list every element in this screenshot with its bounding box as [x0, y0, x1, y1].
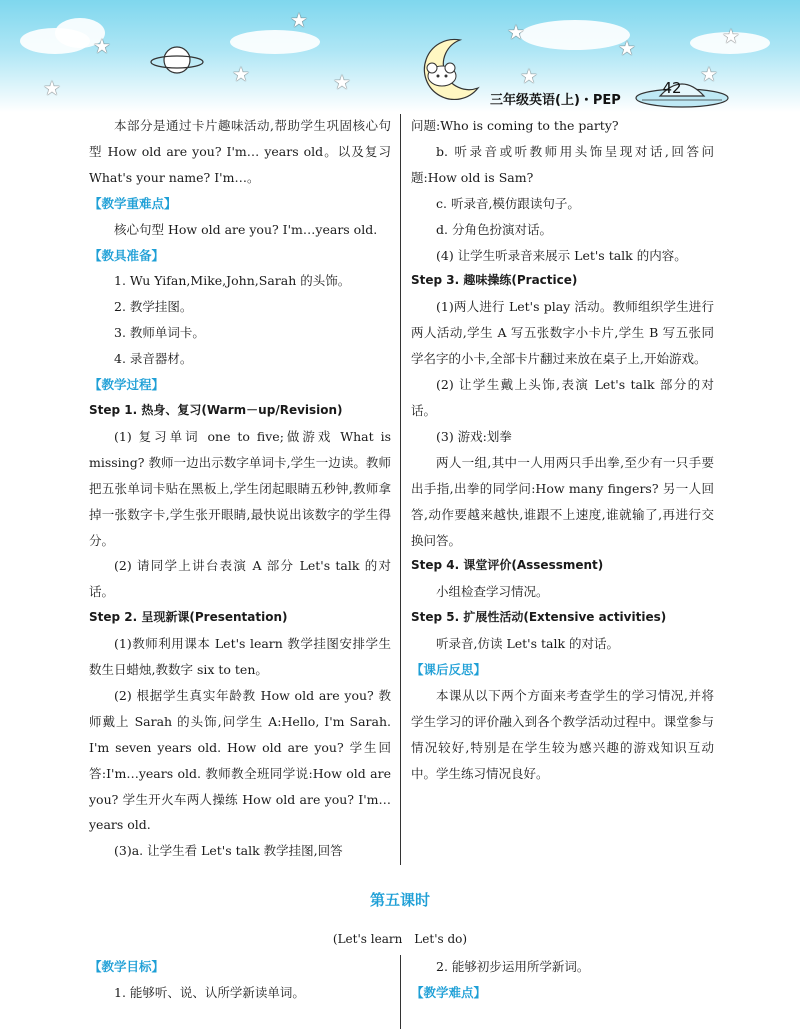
star-icon: ★ — [520, 64, 538, 88]
moon-mouse-icon — [408, 36, 486, 100]
paragraph: (4) 让学生听录音来展示 Let's talk 的内容。 — [436, 247, 687, 263]
paragraph: 3. 教师单词卡。 — [114, 325, 205, 341]
header-book-title: 三年级英语(上)・PEP — [490, 93, 621, 108]
section-heading: 【教学目标】 — [89, 959, 165, 974]
step-heading: Step 2. 呈现新课(Presentation) — [89, 610, 288, 625]
lesson-subtitle: (Let's learn Let's do) — [332, 932, 468, 946]
paragraph: (1) 复习单词 one to five;做游戏 What is missing? 教师一边出示数字单词卡,学生一边读。教师把五张单词卡贴在黑板上,学生闭起眼睛五秒钟,教师拿掉一张数字卡,学生张开眼睛,最快说出该数字的学生得分。 — [89, 428, 391, 548]
page-number: 42 — [662, 79, 682, 97]
column-divider — [400, 114, 401, 865]
section-heading: 【教具准备】 — [89, 247, 165, 263]
star-icon: ★ — [290, 8, 308, 32]
paragraph: 核心句型 How old are you? I'm…years old. — [114, 221, 378, 237]
star-icon: ★ — [722, 24, 740, 48]
paragraph: 1. Wu Yifan,Mike,John,Sarah 的头饰。 — [114, 273, 351, 289]
star-icon: ★ — [333, 70, 351, 94]
paragraph: 两人一组,其中一人用两只手出拳,至少有一只手要出手指,出拳的同学问:How many fingers? 另一人回答,动作要越来越快,谁跟不上速度,谁就输了,再进行交换问答。 — [411, 454, 714, 548]
paragraph: 1. 能够听、说、认所学新读单词。 — [114, 984, 305, 1000]
paragraph: 问题:Who is coming to the party? — [411, 118, 619, 133]
section-heading: 【教学过程】 — [89, 377, 165, 393]
paragraph: 听录音,仿读 Let's talk 的对话。 — [436, 636, 620, 652]
page-header — [0, 0, 800, 112]
left-column — [89, 113, 391, 864]
star-icon: ★ — [93, 34, 111, 58]
paragraph: 小组检查学习情况。 — [436, 584, 549, 600]
paragraph: 本课从以下两个方面来考查学生的学习情况,并将学生学习的评价融入到各个教学活动过程中。课堂参与情况较好,特别是在学生较为感兴趣的游戏知识互动中。学生练习情况良好。 — [411, 687, 714, 781]
step-heading: Step 4. 课堂评价(Assessment) — [411, 558, 604, 573]
section-heading: 【课后反思】 — [411, 662, 487, 678]
star-icon: ★ — [700, 62, 718, 86]
paragraph: (1)教师利用课本 Let's learn 教学挂图安排学生数生日蜡烛,教数字 six to ten。 — [89, 636, 391, 678]
cloud-decoration — [230, 30, 320, 54]
star-icon: ★ — [507, 20, 525, 44]
section-heading: 【教学难点】 — [411, 984, 487, 1000]
step-heading: Step 3. 趣味操练(Practice) — [411, 273, 578, 288]
paragraph: (2) 让学生戴上头饰,表演 Let's talk 部分的对话。 — [411, 377, 714, 418]
paragraph: 2. 教学挂图。 — [114, 299, 193, 315]
bottom-right-column — [411, 954, 714, 1006]
section-heading: 【教学重难点】 — [89, 195, 177, 211]
right-column — [411, 113, 714, 787]
paragraph: (2) 请同学上讲台表演 A 部分 Let's talk 的对话。 — [89, 558, 391, 600]
step-heading: Step 5. 扩展性活动(Extensive activities) — [411, 610, 667, 625]
paragraph: (3) 游戏:划拳 — [436, 428, 512, 444]
paragraph: 2. 能够初步运用所学新词。 — [436, 959, 590, 974]
paragraph: 4. 录音器材。 — [114, 351, 193, 367]
lesson-title: 第五课时 — [369, 891, 430, 909]
paragraph: (1)两人进行 Let's play 活动。教师组织学生进行两人活动,学生 A 写五张数字小卡片,学生 B 写五张同学名字的小卡,全部卡片翻过来放在桌子上,开始游戏。 — [411, 299, 714, 367]
paragraph: d. 分角色扮演对话。 — [436, 221, 552, 237]
star-icon: ★ — [232, 62, 250, 86]
star-icon: ★ — [43, 76, 61, 100]
paragraph: c. 听录音,模仿跟读句子。 — [436, 195, 580, 211]
bottom-left-column — [89, 954, 391, 1006]
paragraph: b. 听录音或听教师用头饰呈现对话,回答问题:How old is Sam? — [411, 143, 714, 185]
star-icon: ★ — [618, 36, 636, 60]
paragraph: 本部分是通过卡片趣味活动,帮助学生巩固核心句型 How old are you? I'm… years old。以及复习 What's your name? I'm…。 — [89, 118, 391, 185]
paragraph: (3)a. 让学生看 Let's talk 教学挂图,回答 — [114, 843, 343, 859]
step-heading: Step 1. 热身、复习(Warm－up/Revision) — [89, 402, 343, 417]
paragraph: (2) 根据学生真实年龄教 How old are you? 教师戴上 Sarah 的头饰,问学生 A:Hello, I'm Sarah. I'm seven years old. How old are you? 学生回答:I'm…years old. 教师教全班同学说:How old are you? 学生开火车两人操练 How old are you? I'm…years old. — [89, 687, 391, 833]
column-divider-bottom — [400, 955, 401, 1029]
cloud-decoration — [520, 20, 630, 50]
planet-icon — [150, 42, 204, 78]
